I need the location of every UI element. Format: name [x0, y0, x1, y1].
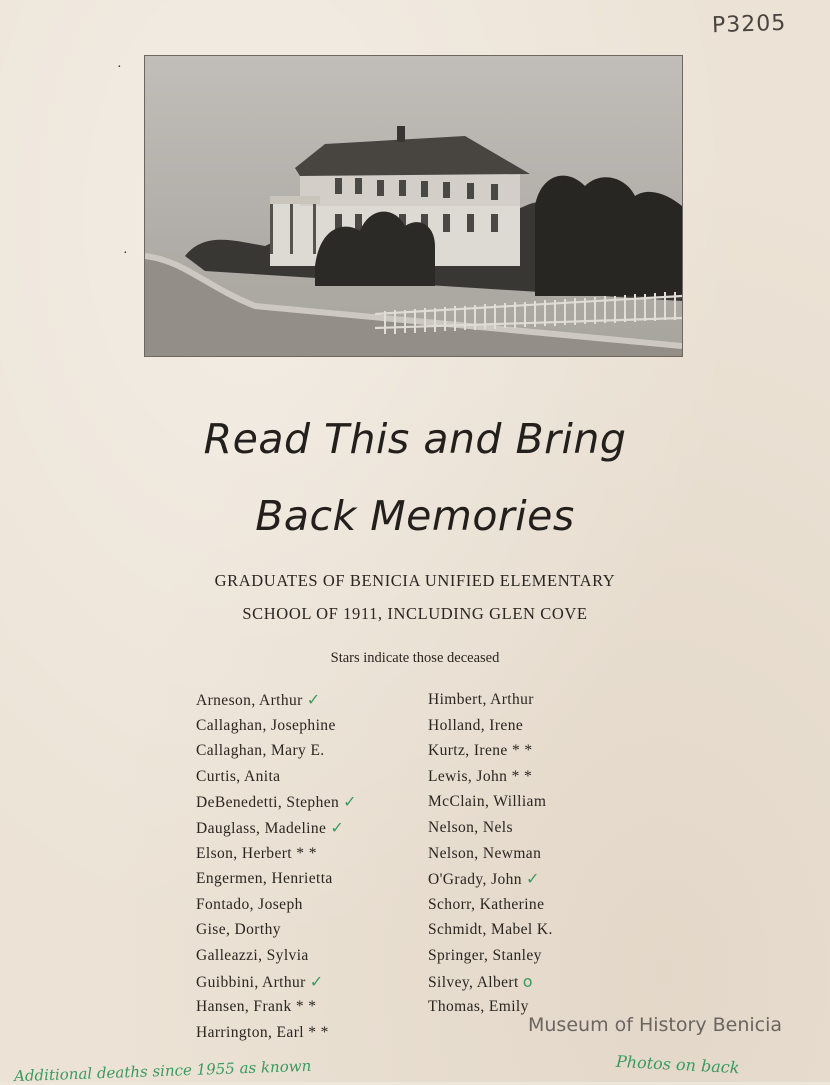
graduate-name-text: Engermen, Henrietta — [196, 870, 333, 888]
graduate-name-text: Schmidt, Mabel K. — [428, 921, 553, 939]
graduate-name-text: Nelson, Nels — [428, 818, 513, 836]
catalog-number: P3205 — [711, 10, 787, 39]
graduate-name — [196, 1023, 357, 1049]
graduate-name — [196, 997, 357, 1023]
graduate-name-text: Curtis, Anita — [196, 767, 281, 785]
graduate-name — [428, 895, 553, 921]
graduate-name — [196, 792, 357, 818]
graduate-name-text: Thomas, Emily — [428, 998, 529, 1016]
graduate-name — [196, 690, 357, 716]
title-line-2: Back Memories — [255, 492, 575, 540]
graduate-name-text: Hansen, Frank * * — [196, 998, 317, 1016]
graduate-name — [428, 818, 553, 844]
graduate-name-text: McClain, William — [428, 793, 547, 811]
schoolhouse-photo-icon — [145, 56, 682, 356]
graduate-name-text: Kurtz, Irene * * — [428, 742, 533, 760]
names-column-right — [428, 690, 553, 1023]
graduate-name-text: Nelson, Newman — [428, 844, 542, 862]
graduate-name-text: Springer, Stanley — [428, 946, 542, 964]
handwritten-note-right: Photos on back — [615, 1051, 740, 1078]
names-column-left — [196, 690, 357, 1048]
checkmark-icon: ✓ — [309, 971, 324, 991]
graduate-name-text: Dauglass, Madeline — [196, 819, 327, 837]
graduate-name — [196, 869, 357, 895]
graduate-name-text: O'Grady, John — [428, 871, 522, 889]
graduate-name — [196, 972, 357, 998]
graduate-name — [428, 920, 553, 946]
graduate-name — [428, 767, 553, 793]
graduate-name — [428, 792, 553, 818]
graduate-name — [196, 716, 357, 742]
graduate-name — [428, 972, 553, 998]
graduate-name-text: Callaghan, Josephine — [196, 716, 336, 734]
graduate-name-text: Fontado, Joseph — [196, 895, 303, 913]
checkmark-icon: ✓ — [343, 792, 357, 812]
graduate-name-text: Elson, Herbert * * — [196, 844, 317, 862]
checkmark-icon: ✓ — [306, 690, 321, 709]
title-line-1: Read This and Bring — [203, 415, 627, 463]
graduate-name-text: Holland, Irene — [428, 716, 524, 734]
checkmark-icon: ✓ — [525, 869, 540, 889]
legend-note: Stars indicate those deceased — [330, 650, 500, 666]
graduate-name — [428, 946, 553, 972]
graduate-name — [196, 920, 357, 946]
heading-line-2: SCHOOL OF 1911, INCLUDING GLEN COVE — [242, 604, 588, 623]
graduate-name-text: Lewis, John * * — [428, 767, 533, 785]
handwritten-note-left: Additional deaths since 1955 as known — [13, 1056, 312, 1085]
graduate-name-text: Gise, Dorthy — [196, 921, 281, 939]
graduate-name — [196, 946, 357, 972]
graduate-name — [196, 844, 357, 870]
edge-mark: · — [117, 60, 122, 75]
graduate-name-text: DeBenedetti, Stephen — [196, 794, 340, 812]
graduate-name — [196, 767, 357, 793]
graduate-name — [428, 844, 553, 870]
graduate-name — [196, 895, 357, 921]
schoolhouse-photo — [145, 56, 682, 356]
graduate-name-text: Galleazzi, Sylvia — [196, 946, 309, 964]
heading-line-1: GRADUATES OF BENICIA UNIFIED ELEMENTARY — [214, 571, 616, 590]
edge-mark: · — [123, 246, 128, 261]
checkmark-icon: ✓ — [330, 817, 345, 837]
graduate-name — [428, 869, 553, 895]
graduate-name — [428, 741, 553, 767]
graduate-name — [428, 716, 553, 742]
graduate-name — [196, 741, 357, 767]
watermark: Museum of History Benicia — [528, 1014, 783, 1036]
graduate-name — [196, 818, 357, 844]
graduate-name-text: Arneson, Arthur — [196, 692, 303, 709]
graduate-name-text: Harrington, Earl * * — [196, 1023, 329, 1041]
graduate-name-text: Guibbini, Arthur — [196, 973, 306, 991]
circle-mark-icon: o — [522, 971, 533, 991]
graduate-name-text: Himbert, Arthur — [428, 691, 534, 708]
graduate-name-text: Silvey, Albert — [428, 973, 519, 991]
graduate-name-text: Schorr, Katherine — [428, 895, 545, 913]
graduate-name-text: Callaghan, Mary E. — [196, 742, 325, 760]
graduate-name — [428, 690, 553, 716]
